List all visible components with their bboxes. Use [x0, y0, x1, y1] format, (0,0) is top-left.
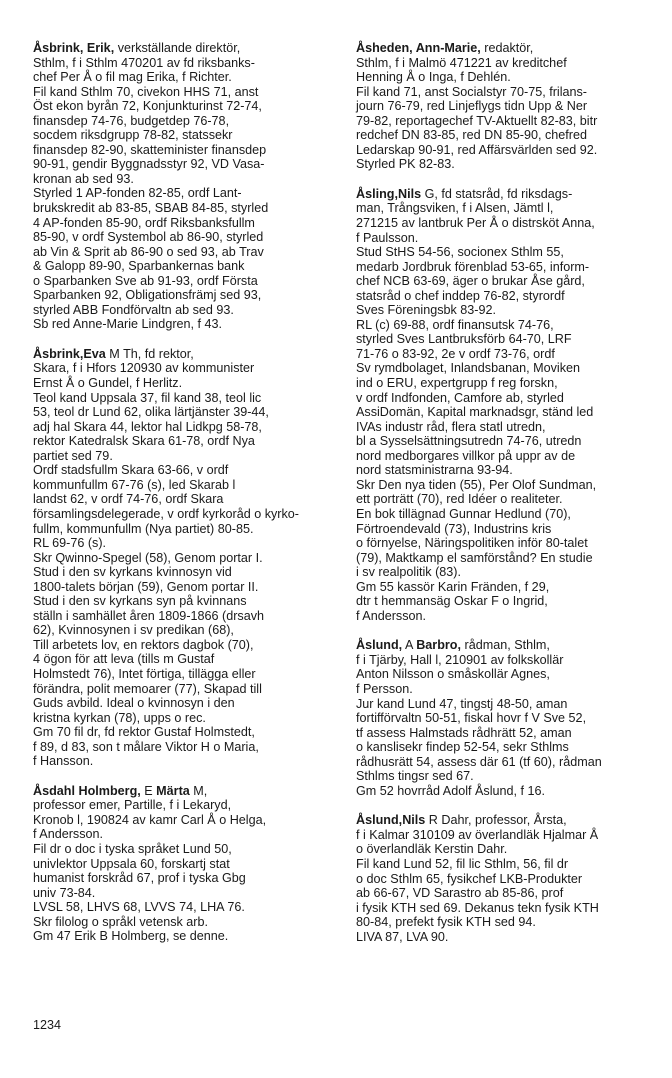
- entry-heading: [356, 41, 656, 56]
- entry-text-line: f 89, d 83, son t målare Viktor H o Maria,: [33, 739, 259, 754]
- entry-text-line: 1800-talets början (59), Genom portar II.: [33, 579, 259, 594]
- entry-text-line: 4 AP-fonden 85-90, ordf Riksbanksfullm: [33, 215, 255, 230]
- entry-text-line: ställn i samhället åren 1809-1866 (drsavh: [33, 608, 265, 623]
- entry-text-line: Sb red Anne-Marie Lindgren, f 43.: [33, 317, 223, 332]
- entry-text-line: tf assess Halmstads rådhrätt 52, aman: [356, 725, 572, 740]
- entry-given-name: Märta: [156, 783, 190, 798]
- entry-surname: Åsheden, Ann-Marie,: [356, 41, 481, 55]
- entry-text-line: Ernst Å o Gundel, f Herlitz.: [33, 376, 183, 391]
- entry-text-line: 271215 av lantbruk Per Å o distrsköt Anna,: [356, 216, 595, 231]
- entry-text-line: Styrled PK 82-83.: [356, 157, 455, 172]
- entry-text-line: RL 69-76 (s).: [33, 536, 107, 551]
- biography-entry: [356, 638, 656, 798]
- entry-text-line: Fil dr o doc i tyska språket Lund 50,: [33, 841, 232, 856]
- entry-text-line: medarb Jordbruk förenblad 53-65, inform-: [356, 259, 590, 274]
- entry-text-line: chef NCB 63-69, äger o brukar Åse gård,: [356, 274, 585, 289]
- entry-text-line: Sthlms tingsr sed 67.: [356, 769, 474, 784]
- entry-text-line: IVAs industr råd, flera statl utredn,: [356, 419, 546, 434]
- entry-text-line: f Hansson.: [33, 754, 94, 769]
- entry-text-line: kommunfullm 67-76 (s), led Skarab l: [33, 477, 236, 492]
- entry-heading-rest: R Dahr, professor, Årsta,: [425, 813, 567, 828]
- entry-text-line: LVSL 58, LHVS 68, LVVS 74, LHA 76.: [33, 900, 245, 915]
- entry-text-line: univlektor Uppsala 60, forskartj stat: [33, 856, 230, 871]
- entry-heading: [356, 638, 656, 653]
- entry-text-line: socdem riksdgrupp 78-82, statssekr: [33, 128, 233, 143]
- entry-text-line: styrled Sves Lantbruksförb 64-70, LRF: [356, 332, 572, 347]
- entry-text-line: o Sparbanken Sve ab 91-93, ordf Första: [33, 273, 258, 288]
- entry-text-line: 62), Kvinnosynen i sv predikan (68),: [33, 623, 234, 638]
- page-number: 1234: [33, 1018, 62, 1032]
- entry-initials: A: [402, 638, 417, 653]
- entry-text-line: Fil kand Lund 52, fil lic Sthlm, 56, fil dr: [356, 856, 569, 871]
- entry-text-line: bl a Sysselsättningsutredn 74-76, utredn: [356, 434, 582, 449]
- entry-text-line: i fysik KTH sed 69. Dekanus tekn fysik KTH: [356, 900, 599, 915]
- entry-text-line: Holmstedt 76), Intet förtiga, tillägga eller: [33, 666, 256, 681]
- entry-text-line: nord statsministrarna 93-94.: [356, 463, 513, 478]
- entry-text-line: redchef DN 83-85, red DN 85-90, chefred: [356, 128, 588, 143]
- entry-text-line: RL (c) 69-88, ordf finansutsk 74-76,: [356, 317, 554, 332]
- entry-heading: [33, 41, 333, 56]
- biography-entry: [33, 41, 333, 332]
- entry-text-line: professor emer, Partille, f i Lekaryd,: [33, 798, 232, 813]
- entry-text-line: o doc Sthlm 65, fysikchef LKB-Produkter: [356, 871, 583, 886]
- entry-text-line: 4 ögon för att leva (tills m Gustaf: [33, 652, 215, 667]
- entry-text-line: f i Tjärby, Hall l, 210901 av folkskollär: [356, 652, 564, 667]
- biography-entry: [33, 784, 333, 944]
- entry-heading-rest: verkställande direktör,: [114, 41, 241, 55]
- entry-heading-rest: redaktör,: [480, 41, 534, 55]
- entry-text-line: f Andersson.: [356, 608, 427, 623]
- entry-surname: Åsdahl Holmberg,: [33, 783, 141, 798]
- entry-text-line: o överlandläk Kerstin Dahr.: [356, 842, 508, 857]
- entry-text-line: o kanslisekr findep 52-54, sekr Sthlms: [356, 740, 569, 755]
- entry-initials: E: [140, 783, 157, 798]
- entry-text-line: Styrled 1 AP-fonden 82-85, ordf Lant-: [33, 186, 242, 201]
- entry-text-line: Fil kand 71, anst Socialstyr 70-75, frilans-: [356, 84, 587, 99]
- entry-text-line: finansdep 74-76, budgetdep 76-78,: [33, 113, 230, 128]
- entry-text-line: (79), Maktkamp el samförstånd? En studie: [356, 550, 593, 565]
- entry-text-line: ind o ERU, expertgrupp f reg forskn,: [356, 376, 558, 391]
- entry-text-line: univ 73-84.: [33, 885, 96, 900]
- entry-text-line: & Galopp 89-90, Sparbankernas bank: [33, 259, 245, 274]
- entry-text-line: Ledarskap 90-91, red Affärsvärlden sed 92.: [356, 142, 598, 157]
- biography-entry: [356, 41, 656, 172]
- entry-surname: Åsbrink, Erik,: [33, 41, 115, 55]
- entry-heading-rest: G, fd statsråd, fd riksdags-: [421, 186, 573, 201]
- entry-text-line: humanist forskråd 67, prof i tyska Gbg: [33, 871, 246, 886]
- entry-text-line: ab 66-67, VD Sarastro ab 85-86, prof: [356, 886, 564, 901]
- left-column: [33, 41, 333, 959]
- entry-heading-rest: rådman, Sthlm,: [461, 638, 550, 653]
- entry-text-line: f i Kalmar 310109 av överlandläk Hjalmar Å: [356, 827, 599, 842]
- entry-text-line: Stud i den sv kyrkans syn på kvinnans: [33, 594, 247, 609]
- entry-text-line: fortifförvaltn 50-51, fiskal hovr f V Sve 52,: [356, 711, 587, 726]
- entry-text-line: förändra, polit memoarer (77), Skapad till: [33, 681, 262, 696]
- entry-text-line: Anton Nilsson o småskollär Agnes,: [356, 667, 550, 682]
- entry-text-line: Öst ekon byrån 72, Konjunkturinst 72-74,: [33, 99, 262, 114]
- entry-text-line: kristna kyrkan (78), upps o rec.: [33, 710, 206, 725]
- entry-text-line: Gm 52 hovrråd Adolf Åslund, f 16.: [356, 783, 546, 798]
- biography-entry: [356, 187, 656, 623]
- entry-heading-rest: M,: [189, 783, 208, 798]
- entry-given-name: Nils: [402, 813, 426, 828]
- entry-text-line: Gm 47 Erik B Holmberg, se denne.: [33, 929, 229, 944]
- entry-text-line: Till arbetets lov, en rektors dagbok (70),: [33, 637, 254, 652]
- entry-text-line: 79-82, reportagechef TV-Aktuellt 82-83, bitr: [356, 113, 598, 128]
- entry-text-line: kronan ab sed 93.: [33, 171, 134, 186]
- biography-entry: [356, 813, 656, 944]
- entry-text-line: f Andersson.: [33, 827, 104, 842]
- right-column: [356, 41, 656, 959]
- entry-text-line: Sparbanken 92, Obligationsfrämj sed 93,: [33, 288, 262, 303]
- entry-text-line: Gm 55 kassör Karin Fränden, f 29,: [356, 579, 550, 594]
- entry-text-line: 85-90, v ordf Systembol ab 86-90, styrled: [33, 230, 264, 245]
- entry-text-line: nord medborgares villkor på uppr av de: [356, 448, 576, 463]
- entry-surname: Åsling,: [356, 186, 398, 201]
- entry-text-line: AssiDomän, Kapital marknadsgr, ständ led: [356, 405, 594, 420]
- entry-text-line: fullm, kommunfullm (Nya partiet) 80-85.: [33, 521, 254, 536]
- entry-text-line: 71-76 o 83-92, 2e v ordf 73-76, ordf: [356, 346, 555, 361]
- entry-heading-rest: M Th, fd rektor,: [105, 346, 194, 361]
- entry-heading: [33, 347, 333, 362]
- entry-text-line: Förtroendevald (73), Industrins kris: [356, 521, 552, 536]
- entry-text-line: dtr t hemmansäg Oskar F o Ingrid,: [356, 594, 548, 609]
- entry-text-line: Stud i den sv kyrkans kvinnosyn vid: [33, 565, 232, 580]
- entry-text-line: Sves Föreningsbk 83-92.: [356, 303, 497, 318]
- entry-text-line: finansdep 82-90, skatteminister finansdep: [33, 142, 267, 157]
- entry-text-line: Sthlm, f i Sthlm 470201 av fd riksbanks-: [33, 55, 255, 70]
- entry-text-line: adj hal Skara 44, lektor hal Lidkpg 58-78,: [33, 419, 262, 434]
- entry-text-line: Kronob l, 190824 av kamr Carl Å o Helga,: [33, 812, 267, 827]
- entry-text-line: i sv realpolitik (83).: [356, 565, 461, 580]
- entry-surname: Åsbrink,: [33, 346, 84, 361]
- entry-given-name: Eva: [83, 346, 106, 361]
- entry-text-line: Skr Qwinno-Spegel (58), Genom portar I.: [33, 550, 263, 565]
- entry-text-line: Stud StHS 54-56, socionex Sthlm 55,: [356, 245, 564, 260]
- entry-text-line: Ordf stadsfullm Skara 63-66, v ordf: [33, 463, 229, 478]
- entry-text-line: ett porträtt (70), red Idéer o realiteter.: [356, 492, 563, 507]
- entry-text-line: Sthlm, f i Malmö 471221 av kreditchef: [356, 55, 567, 70]
- entry-text-line: Henning Å o Inga, f Dehlén.: [356, 70, 511, 85]
- biography-entry: [33, 347, 333, 769]
- entry-text-line: Fil kand Sthlm 70, civekon HHS 71, anst: [33, 84, 259, 99]
- entry-text-line: f Paulsson.: [356, 230, 419, 245]
- entry-text-line: statsråd o chef inddep 76-82, styrordf: [356, 288, 565, 303]
- entry-text-line: LIVA 87, LVA 90.: [356, 929, 449, 944]
- entry-text-line: journ 76-79, red Linjeflygs tidn Upp & Ner: [356, 99, 588, 114]
- entry-text-line: Gm 70 fil dr, fd rektor Gustaf Holmstedt,: [33, 725, 255, 740]
- entry-text-line: ab Vin & Sprit ab 86-90 o sed 93, ab Trav: [33, 244, 264, 259]
- entry-text-line: 53, teol dr Lund 62, olika lärtjänster 39-44,: [33, 405, 269, 420]
- entry-text-line: styrled ABB Fondförvaltn ab sed 93.: [33, 302, 234, 317]
- entry-text-line: Sv rymdbolaget, Inlandsbanan, Moviken: [356, 361, 581, 376]
- entry-surname: Åslund,: [356, 638, 403, 653]
- entry-text-line: v ordf Indfonden, Camfore ab, styrled: [356, 390, 564, 405]
- entry-given-name: Barbro,: [416, 638, 461, 653]
- entry-text-line: landst 62, v ordf 74-76, ordf Skara: [33, 492, 224, 507]
- entry-given-name: Nils: [397, 186, 422, 201]
- entry-text-line: församlingsdelegerade, v ordf kyrkoråd o kyrko-: [33, 506, 299, 521]
- entry-surname: Åslund,: [356, 813, 403, 828]
- entry-text-line: rådhusrätt 54, assess där 61 (tf 60), rådman: [356, 754, 602, 769]
- entry-text-line: 80-84, prefekt fysik KTH sed 94.: [356, 915, 536, 930]
- entry-text-line: f Persson.: [356, 681, 413, 696]
- entry-heading: [33, 784, 333, 799]
- entry-text-line: o förnyelse, Näringspolitiken inför 80-talet: [356, 536, 588, 551]
- entry-text-line: Skara, f i Hfors 120930 av kommunister: [33, 361, 255, 376]
- entry-text-line: rektor Katedralsk Skara 61-78, ordf Nya: [33, 434, 255, 449]
- entry-heading: [356, 187, 656, 202]
- entry-heading: [356, 813, 656, 828]
- entry-text-line: Skr filolog o språkl vetensk arb.: [33, 914, 208, 929]
- entry-text-line: partiet sed 79.: [33, 448, 113, 463]
- entry-text-line: Teol kand Uppsala 37, fil kand 38, teol lic: [33, 390, 262, 405]
- entry-text-line: brukskredit ab 83-85, SBAB 84-85, styrled: [33, 201, 269, 216]
- entry-text-line: Skr Den nya tiden (55), Per Olof Sundman,: [356, 477, 597, 492]
- entry-text-line: Guds avbild. Ideal o kvinnosyn i den: [33, 696, 235, 711]
- entry-text-line: En bok tillägnad Gunnar Hedlund (70),: [356, 506, 571, 521]
- entry-text-line: 90-91, gendir Byggnadsstyr 92, VD Vasa-: [33, 157, 265, 172]
- entry-text-line: chef Per Å o fil mag Erika, f Richter.: [33, 70, 232, 85]
- entry-text-line: Jur kand Lund 47, tingstj 48-50, aman: [356, 696, 568, 711]
- entry-text-line: man, Trångsviken, f i Alsen, Jämtl l,: [356, 201, 554, 216]
